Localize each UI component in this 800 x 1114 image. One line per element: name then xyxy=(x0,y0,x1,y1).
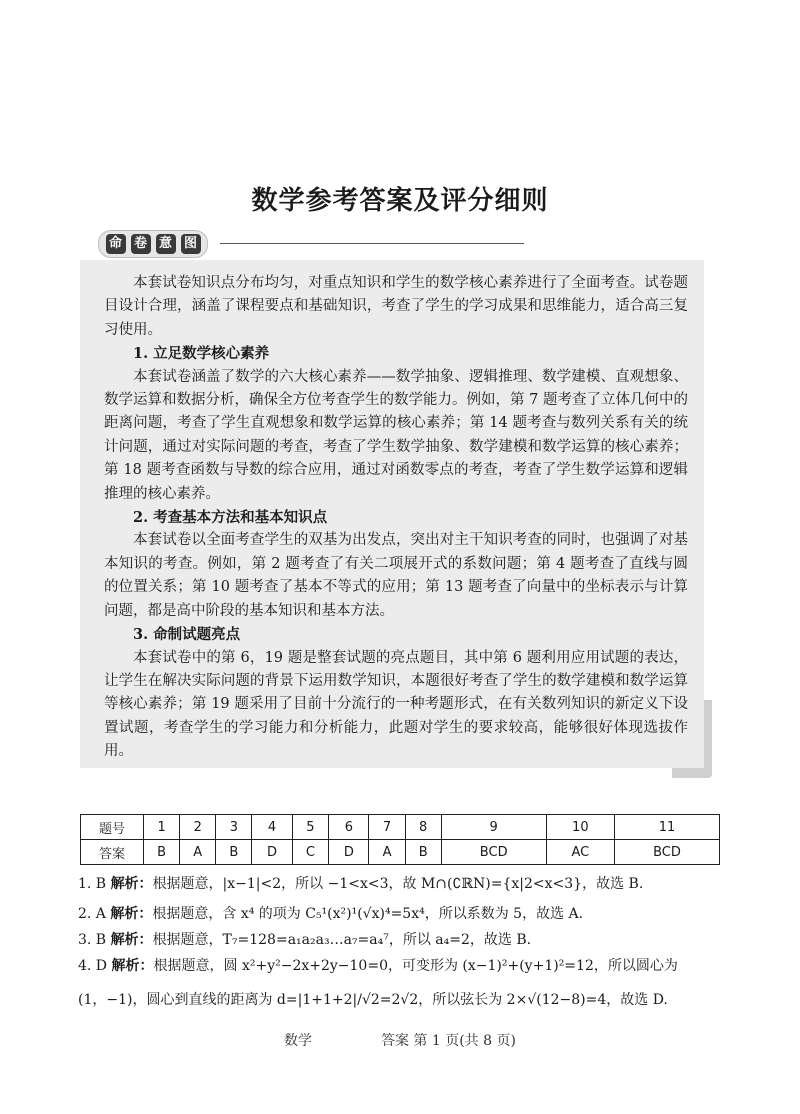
footer-subject: 数学 xyxy=(284,1033,313,1049)
solution-number: 3. B xyxy=(78,932,107,948)
intent-content xyxy=(104,272,688,764)
answer-cell: AC xyxy=(546,840,614,865)
answer-cell: B xyxy=(405,840,441,865)
page-title: 数学参考答案及评分细则 xyxy=(251,186,549,216)
intent-header xyxy=(98,230,528,258)
solution-keyword: 解析： xyxy=(110,876,153,892)
solution-text: 根据题意，含 x⁴ 的项为 C₅¹(x²)¹(√x)⁴=5x⁴，所以系数为 5，故选 A. xyxy=(152,906,584,922)
answer-cell: BCD xyxy=(615,840,720,865)
section-text: 本套试卷涵盖了数学的六大核心素养——数学抽象、逻辑推理、数学建模、直观想象、数学运算和数据分析，确保全方位考查学生的数学能力。例如，第 7 题考查了立体几何中的距离问题，考查了学生直观想象和数学运算的核心素养；第 14 题考查与数列关系有关的统计问题，通过对实际问题的考查，考查了学生数学抽象、数学建模和数学运算的核心素养；第 18 题考查函数与导数的综合应用，通过对函数零点的考查，考查了学生数学运算和逻辑推理的核心素养。 xyxy=(104,368,688,502)
answer-cell: D xyxy=(329,840,369,865)
table-row xyxy=(81,815,720,840)
question-number: 7 xyxy=(369,815,405,840)
solution-line xyxy=(78,874,728,894)
footer-label: 答案 xyxy=(380,1033,409,1049)
solution-line xyxy=(78,930,728,950)
section-heading: 2. 考查基本方法和基本知识点 xyxy=(133,509,328,527)
intent-badge xyxy=(98,230,208,258)
solution-text: 根据题意，T₇=128=a₁a₂a₃…a₇=a₄⁷，所以 a₄=2，故选 B. xyxy=(152,932,532,948)
solution-number: 1. B xyxy=(78,876,107,892)
solution-line xyxy=(78,956,728,976)
question-number: 4 xyxy=(252,815,292,840)
answer-table xyxy=(80,814,720,865)
solution-line xyxy=(78,990,728,1010)
badge-char: 卷 xyxy=(131,234,151,254)
question-number: 2 xyxy=(180,815,216,840)
header-divider xyxy=(220,243,524,244)
answer-cell: C xyxy=(292,840,329,865)
question-number: 11 xyxy=(615,815,720,840)
solution-text: 根据题意，|x−1|<2，所以 −1<x<3，故 M∩(∁ℝN)={x|2<x<3}，故选 B. xyxy=(152,876,644,892)
page-footer xyxy=(0,1030,800,1050)
solution-keyword: 解析： xyxy=(110,906,153,922)
table-header-cell: 题号 xyxy=(81,815,144,840)
table-header-cell: 答案 xyxy=(81,840,144,865)
solution-number: 2. A xyxy=(78,906,106,922)
solution-keyword: 解析： xyxy=(110,932,153,948)
badge-char: 意 xyxy=(156,234,176,254)
section-text: 本套试卷中的第 6，19 题是整套试题的亮点题目，其中第 6 题利用应用试题的表达，让学生在解决实际问题的背景下运用数学知识，本题很好考查了学生的数学建模和数学运算等核心素养；第 19 题采用了目前十分流行的一种考题形式，在有关数列知识的新定义下设置试题，考查学生的学习能力和分析能力，此题对学生的要求较高，能够很好体现选拔作用。 xyxy=(104,649,688,760)
question-number: 3 xyxy=(216,815,252,840)
section-heading: 3. 命制试题亮点 xyxy=(133,626,241,644)
footer-page: 第 1 页(共 8 页) xyxy=(413,1033,516,1049)
solution-number: 4. D xyxy=(78,958,108,974)
question-number: 1 xyxy=(144,815,180,840)
answer-cell: D xyxy=(252,840,292,865)
badge-char: 图 xyxy=(181,234,201,254)
answer-cell: B xyxy=(144,840,180,865)
question-number: 8 xyxy=(405,815,441,840)
solution-text: (1，−1)，圆心到直线的距离为 d=|1+1+2|/√2=2√2，所以弦长为 2×√(12−8)=4，故选 D. xyxy=(78,992,668,1008)
intent-intro: 本套试卷知识点分布均匀，对重点知识和学生的数学核心素养进行了全面考查。试卷题目设计合理，涵盖了课程要点和基础知识，考查了学生的学习成果和思维能力，适合高三复习使用。 xyxy=(104,275,688,338)
answer-cell: BCD xyxy=(441,840,546,865)
answer-cell: B xyxy=(216,840,252,865)
question-number: 6 xyxy=(329,815,369,840)
answer-cell: A xyxy=(369,840,405,865)
question-number: 9 xyxy=(441,815,546,840)
question-number: 10 xyxy=(546,815,614,840)
section-text: 本套试卷以全面考查学生的双基为出发点，突出对主干知识考查的同时，也强调了对基本知识的考查。例如，第 2 题考查了有关二项展开式的系数问题；第 4 题考查了直线与圆的位置关系；第 10 题考查了基本不等式的应用；第 13 题考查了向量中的坐标表示与计算问题，都是高中阶段的基本知识和基本方法。 xyxy=(104,532,688,619)
solution-line xyxy=(78,904,728,924)
badge-char: 命 xyxy=(106,234,126,254)
section-heading: 1. 立足数学核心素养 xyxy=(133,345,270,363)
solution-text: 根据题意，圆 x²+y²−2x+2y−10=0，可变形为 (x−1)²+(y+1)²=12，所以圆心为 xyxy=(153,958,678,974)
solution-keyword: 解析： xyxy=(111,958,154,974)
answer-cell: A xyxy=(180,840,216,865)
table-row xyxy=(81,840,720,865)
question-number: 5 xyxy=(292,815,329,840)
